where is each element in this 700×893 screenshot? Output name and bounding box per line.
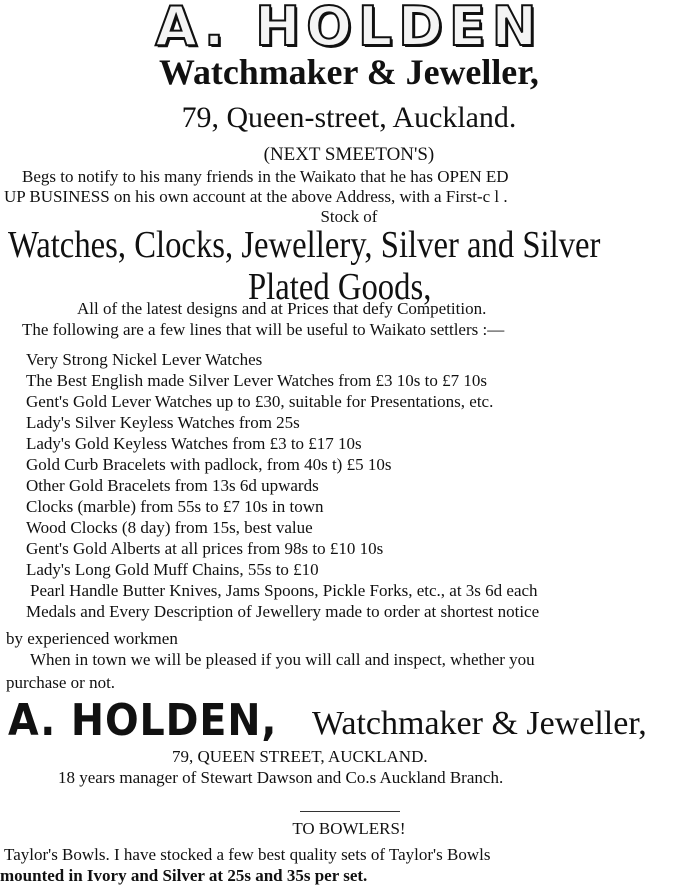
goods-heading-line-2: Plated Goods, [248,266,432,308]
trade-heading: Watchmaker & Jeweller, [159,52,539,92]
list-item: Lady's Long Gold Muff Chains, 55s to £10 [26,560,319,579]
list-item: Lady's Gold Keyless Watches from £3 to £17 10s [26,434,362,453]
list-item: Lady's Silver Keyless Watches from 25s [26,413,300,432]
list-item: Gent's Gold Alberts at all prices from 98s to £10 10s [26,539,384,558]
bowlers-line-2: mounted in Ivory and Silver at 25s and 35s per set. [0,866,368,885]
divider-rule [300,811,400,812]
footer-shop-name: A. HOLDEN, [8,695,278,746]
goods-heading-line-1: Watches, Clocks, Jewellery, Silver and Silver [8,224,601,266]
bowlers-heading: TO BOWLERS! [292,819,406,838]
lead-line-2: The following are a few lines that will be useful to Waikato settlers :— [22,320,505,339]
footer-address: 79, QUEEN STREET, AUCKLAND. [172,747,428,766]
list-item: Other Gold Bracelets from 13s 6d upwards [26,476,319,495]
next-to-note: (NEXT SMEETON'S) [263,144,435,165]
intro-line-2: UP BUSINESS on his own account at the above Address, with a First-c l . [4,187,508,206]
bowlers-line-1: Taylor's Bowls. I have stocked a few best quality sets of Taylor's Bowls [4,845,491,864]
closing-line-2: When in town we will be pleased if you will call and inspect, whether you [30,650,535,669]
list-item: Gold Curb Bracelets with padlock, from 40s t) £5 10s [26,455,392,474]
intro-line-1: Begs to notify to his many friends in the Waikato that he has OPEN ED [22,167,509,186]
footer-experience: 18 years manager of Stewart Dawson and Co.s Auckland Branch. [58,768,504,787]
closing-line-1: by experienced workmen [6,629,178,648]
intro-line-3: Stock of [320,207,378,226]
shop-name-heading: A. HOLDEN [155,0,543,58]
list-item: Very Strong Nickel Lever Watches [26,350,263,369]
closing-line-3: purchase or not. [6,673,116,692]
list-item: Medals and Every Description of Jewellery made to order at shortest notice [26,602,540,621]
lead-line-1: All of the latest designs and at Prices that defy Competition. [77,299,487,318]
list-item: Pearl Handle Butter Knives, Jams Spoons, Pickle Forks, etc., at 3s 6d each [30,581,538,600]
list-item: The Best English made Silver Lever Watches from £3 10s to £7 10s [26,371,488,390]
address-heading: 79, Queen-street, Auckland. [181,101,517,134]
list-item: Clocks (marble) from 55s to £7 10s in town [26,497,324,516]
footer-trade: Watchmaker & Jeweller, [312,705,647,742]
list-item: Wood Clocks (8 day) from 15s, best value [26,518,313,537]
list-item: Gent's Gold Lever Watches up to £30, suitable for Presentations, etc. [26,392,494,411]
